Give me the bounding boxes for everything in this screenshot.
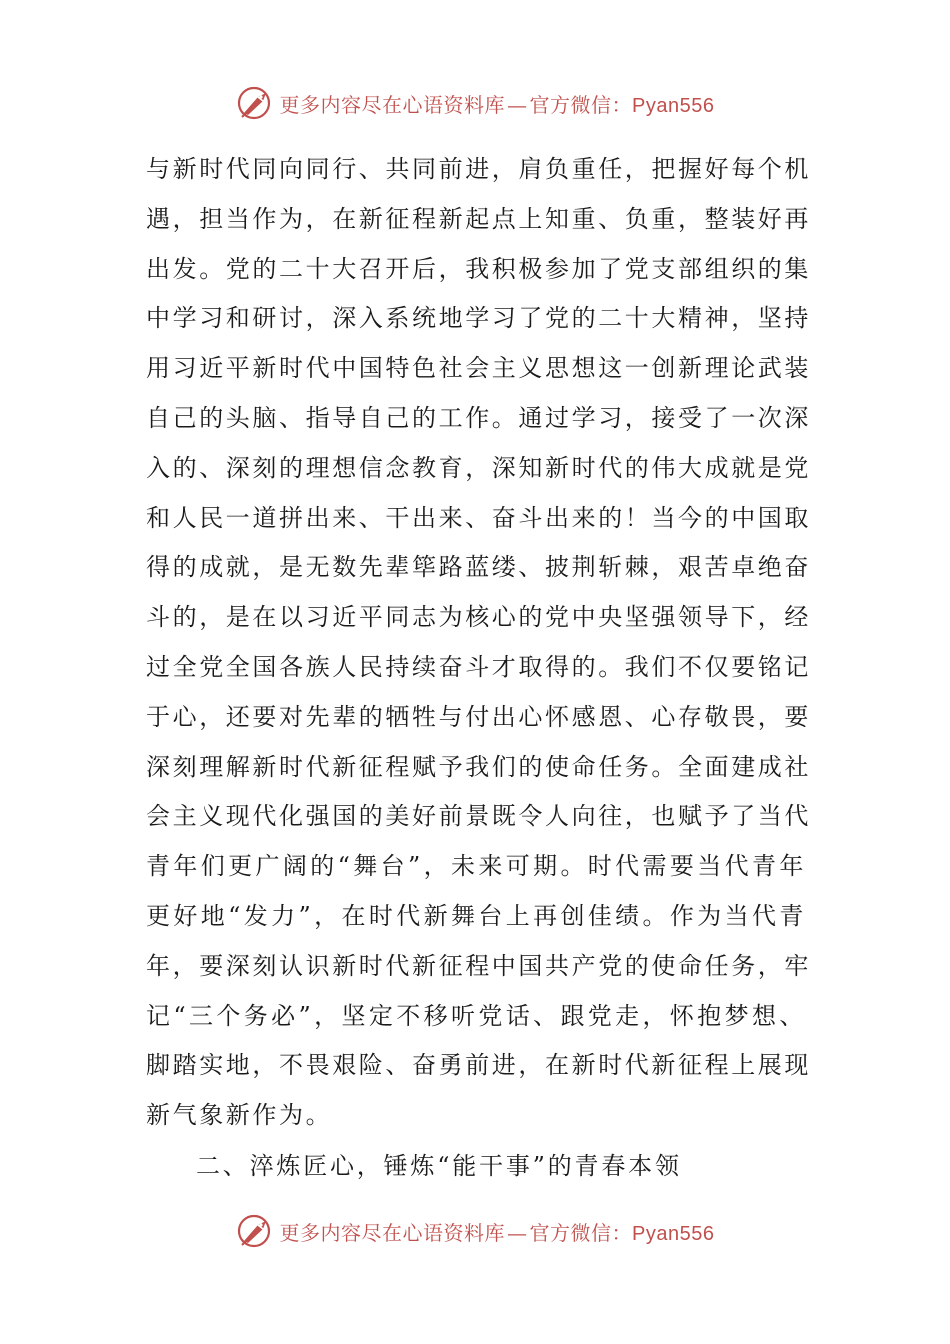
watermark-text	[280, 1217, 715, 1246]
text-line: 新气象新作为。	[146, 1101, 333, 1130]
text-line: 斗的，是在以习近平同志为核心的党中央坚强领导下，经	[146, 603, 811, 632]
watermark-wechat-id: Pyan556	[632, 94, 715, 117]
text-line: 和人民一道拼出来、干出来、奋斗出来的！当今的中国取	[146, 503, 811, 532]
pen-nib-logo-icon	[236, 83, 276, 123]
document-body	[146, 145, 811, 1141]
section-heading: 二、淬炼匠心，锤炼“能干事”的青春本领	[196, 1152, 682, 1180]
text-line: 得的成就，是无数先辈筚路蓝缕、披荆斩棘，艰苦卓绝奋	[146, 553, 811, 582]
text-line: 出发。党的二十大召开后，我积极参加了党支部组织的集	[146, 254, 811, 283]
text-line: 入的、深刻的理想信念教育，深知新时代的伟大成就是党	[146, 453, 811, 482]
footer-watermark	[0, 1209, 950, 1253]
text-line: 深刻理解新时代新征程赋予我们的使命任务。全面建成社	[146, 752, 811, 781]
text-line: 青年们更广阔的“舞台”，未来可期。时代需要当代青年	[146, 852, 806, 881]
text-line: 年，要深刻认识新时代新征程中国共产党的使命任务，牢	[146, 951, 811, 980]
text-line: 脚踏实地，不畏艰险、奋勇前进，在新时代新征程上展现	[146, 1051, 811, 1080]
text-line: 遇，担当作为，在新征程新起点上知重、负重，整装好再	[146, 204, 811, 233]
watermark-text	[280, 89, 715, 118]
watermark-site-name: 更多内容尽在心语资料库	[279, 1220, 506, 1245]
text-line: 记“三个务必”，坚定不移听党话、跟党走，怀抱梦想、	[146, 1001, 806, 1030]
text-line: 与新时代同向同行、共同前进，肩负重任，把握好每个机	[146, 155, 811, 183]
text-line: 更好地“发力”，在时代新舞台上再创佳绩。作为当代青	[146, 901, 806, 930]
watermark-wechat-id: Pyan556	[632, 1222, 715, 1245]
text-line: 自己的头脑、指导自己的工作。通过学习，接受了一次深	[146, 403, 811, 432]
text-line: 中学习和研讨，深入系统地学习了党的二十大精神，坚持	[146, 304, 811, 333]
header-watermark	[0, 81, 950, 125]
text-line: 于心，还要对先辈的牺牲与付出心怀感恩、心存敬畏，要	[146, 702, 811, 731]
watermark-wechat-label: 官方微信：	[529, 92, 633, 117]
text-line: 会主义现代化强国的美好前景既令人向往，也赋予了当代	[146, 802, 811, 831]
text-line: 过全党全国各族人民持续奋斗才取得的。我们不仅要铭记	[146, 652, 811, 681]
pen-nib-logo-icon	[236, 1211, 276, 1251]
watermark-dash: —	[507, 1220, 528, 1245]
watermark-dash: —	[507, 92, 528, 117]
text-line: 用习近平新时代中国特色社会主义思想这一创新理论武装	[146, 354, 811, 383]
watermark-site-name: 更多内容尽在心语资料库	[279, 92, 506, 117]
watermark-wechat-label: 官方微信：	[529, 1220, 633, 1245]
